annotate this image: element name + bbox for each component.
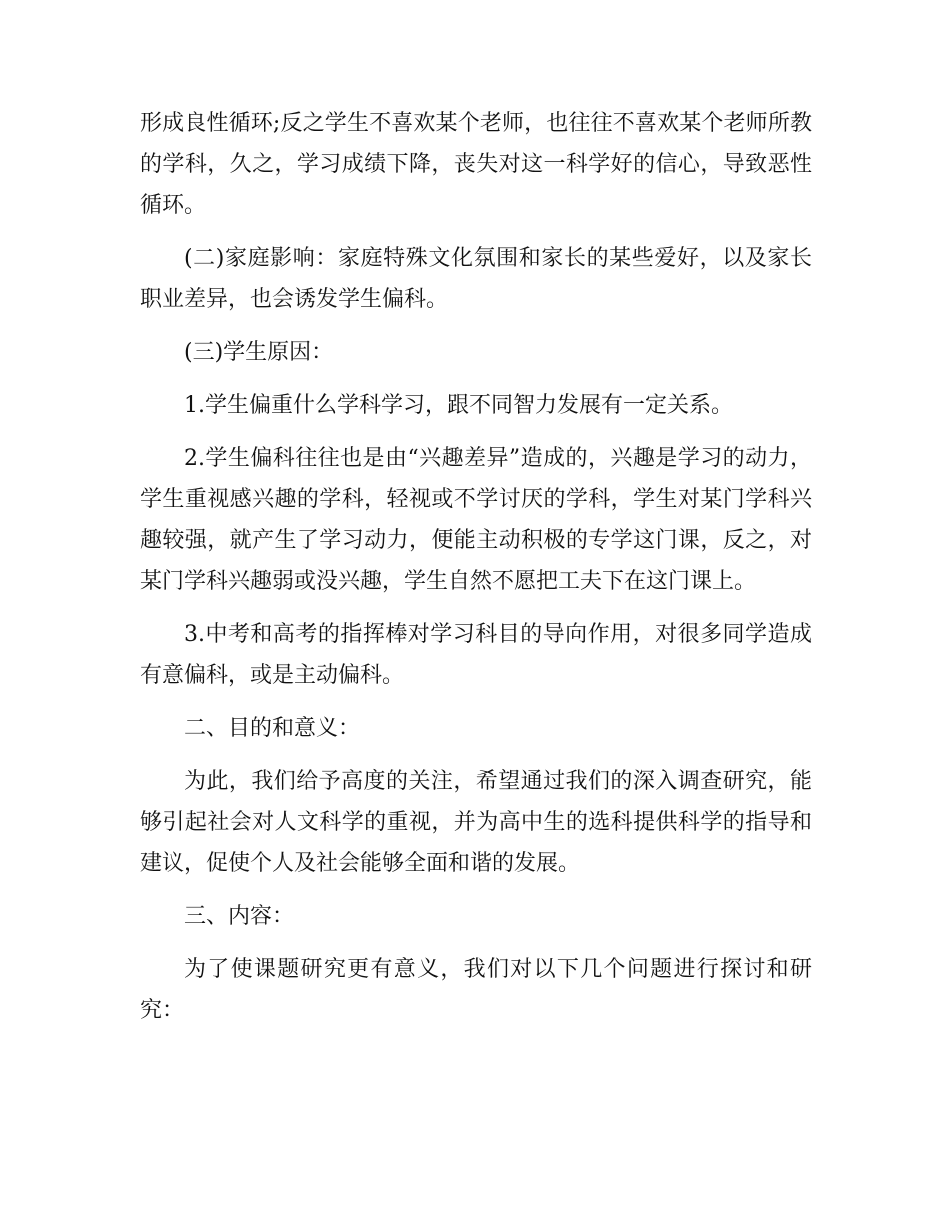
heading-student-reasons: (三)学生原因： <box>184 340 334 365</box>
document-body <box>140 103 812 1043</box>
paragraph-family-influence: (二)家庭影响：家庭特殊文化氛围和家长的某些爱好，以及家长职业差异，也会诱发学生偏科。 <box>140 246 812 312</box>
paragraph-purpose: 为此，我们给予高度的关注，希望通过我们的深入调查研究，能够引起社会对人文科学的重视，并为高中生的选科提供科学的指导和建议，促使个人及社会能够全面和谐的发展。 <box>140 769 812 876</box>
paragraph-content: 为了使课题研究更有意义，我们对以下几个问题进行探讨和研究： <box>140 957 812 1023</box>
list-item-1: 1.学生偏重什么学科学习，跟不同智力发展有一定关系。 <box>184 393 733 418</box>
section-heading-purpose: 二、目的和意义： <box>184 716 361 741</box>
paragraph-continuation: 形成良性循环;反之学生不喜欢某个老师，也往往不喜欢某个老师所教的学科，久之，学习成绩下降，丧失对这一科学好的信心，导致恶性循环。 <box>140 111 812 218</box>
list-item-2: 2.学生偏科往往也是由“兴趣差异”造成的，兴趣是学习的动力，学生重视感兴趣的学科，轻视或不学讨厌的学科，学生对某门学科兴趣较强，就产生了学习动力，便能主动积极的专学这门课，反之，对某门学科兴趣弱或没兴趣，学生自然不愿把工夫下在这门课上。 <box>140 446 812 594</box>
list-item-3: 3.中考和高考的指挥棒对学习科目的导向作用，对很多同学造成有意偏科，或是主动偏科。 <box>140 622 812 688</box>
section-heading-content: 三、内容： <box>184 904 295 929</box>
